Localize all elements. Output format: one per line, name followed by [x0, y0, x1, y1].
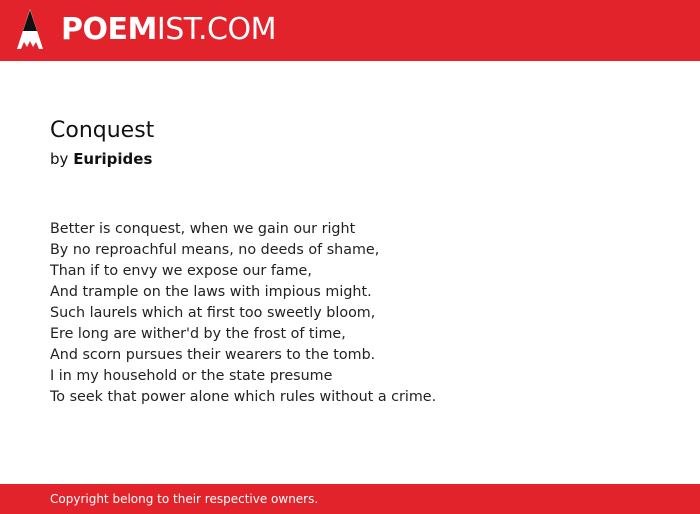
poem-title: Conquest [50, 118, 155, 143]
poem-line: And trample on the laws with impious might. [50, 284, 372, 300]
poem-line: And scorn pursues their wearers to the tomb. [50, 347, 376, 363]
poem-line: By no reproachful means, no deeds of shame, [50, 242, 380, 258]
poem-body [50, 219, 436, 408]
poem-line: To seek that power alone which rules without a crime. [50, 389, 437, 405]
logo-light-text: IST.COM [156, 12, 276, 47]
site-logo[interactable] [61, 12, 276, 48]
by-label: by [50, 150, 69, 168]
poem-line: Than if to envy we expose our fame, [50, 263, 312, 279]
poem-line: Better is conquest, when we gain our right [50, 221, 356, 237]
poem-author: Euripides [73, 150, 153, 168]
site-header [0, 0, 700, 61]
copyright-text: Copyright belong to their respective owners. [50, 492, 319, 506]
poem-byline [50, 149, 152, 169]
poem-line: Ere long are wither'd by the frost of time, [50, 326, 346, 342]
pencil-icon[interactable] [17, 9, 43, 51]
poem-line: I in my household or the state presume [50, 368, 333, 384]
site-footer [0, 484, 700, 514]
logo-bold-text: POEM [61, 12, 157, 47]
poem-line: Such laurels which at first too sweetly bloom, [50, 305, 376, 321]
